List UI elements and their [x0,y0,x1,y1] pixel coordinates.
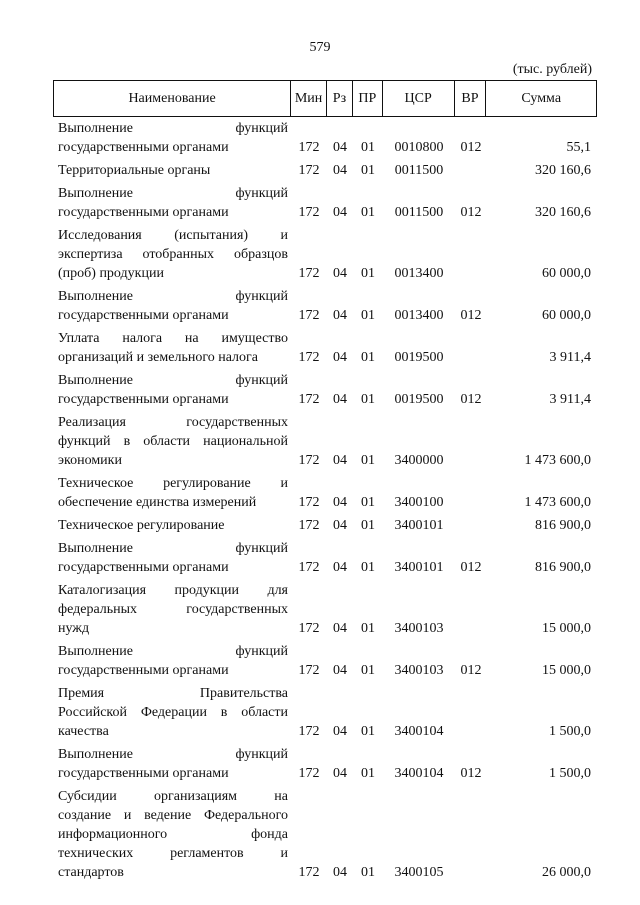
row-pr: 01 [361,350,375,365]
row-rz: 04 [333,308,347,323]
row-rz: 04 [333,266,347,281]
row-rz: 04 [333,495,347,510]
row-sum: 3 911,4 [549,392,591,407]
row-name [53,539,291,577]
row-rz: 04 [333,140,347,155]
row-pr: 01 [361,266,375,281]
row-name-line: государственными органами [58,560,229,575]
row-sum: 3 911,4 [549,350,591,365]
table-header [53,80,597,117]
row-csr: 3400101 [394,518,444,533]
row-name-line: федеральных государственных [58,602,288,617]
row-name [53,642,291,680]
row-name-line: создание и ведение Федерального [58,808,288,823]
row-name-line: Техническое регулирование [58,518,225,533]
row-name-line: Реализация государственных [58,415,288,430]
row-name [53,581,291,638]
row-sum: 1 473 600,0 [524,453,591,468]
row-csr: 0010800 [394,140,444,155]
row-vr: 012 [460,205,482,220]
row-min: 172 [298,518,320,533]
row-csr: 3400104 [394,724,444,739]
column-header-csr: ЦСР [383,81,455,116]
row-sum: 1 500,0 [549,766,591,781]
row-rz: 04 [333,865,347,880]
row-name [53,184,291,222]
row-name [53,371,291,409]
row-name-line: (проб) продукции [58,266,164,281]
row-name-line: качества [58,724,109,739]
row-sum: 15 000,0 [542,663,591,678]
row-pr: 01 [361,663,375,678]
row-name-line: организаций и земельного налога [58,350,258,365]
row-min: 172 [298,766,320,781]
row-csr: 0019500 [394,392,444,407]
table-row [53,745,597,783]
row-sum: 1 473 600,0 [524,495,591,510]
row-pr: 01 [361,308,375,323]
table-row [53,642,597,680]
column-header-name: Наименование [54,81,291,116]
row-csr: 0011500 [394,163,444,178]
row-csr: 0013400 [394,266,444,281]
row-sum: 60 000,0 [542,266,591,281]
row-vr: 012 [460,308,482,323]
row-name [53,287,291,325]
row-rz: 04 [333,453,347,468]
row-name [53,329,291,367]
row-name-line: государственными органами [58,392,229,407]
row-name-line: государственными органами [58,766,229,781]
row-rz: 04 [333,205,347,220]
row-name-line: Выполнение функций [58,289,288,304]
table-row [53,516,597,535]
row-min: 172 [298,163,320,178]
row-sum: 320 160,6 [535,205,591,220]
row-name [53,787,291,882]
table-row [53,787,597,882]
row-sum: 320 160,6 [535,163,591,178]
table-row [53,684,597,741]
row-name-line: государственными органами [58,308,229,323]
row-pr: 01 [361,724,375,739]
table-row [53,184,597,222]
row-csr: 3400105 [394,865,444,880]
row-name [53,516,291,535]
row-csr: 3400103 [394,621,444,636]
units-note: (тыс. рублей) [512,62,592,77]
row-sum: 55,1 [566,140,591,155]
column-header-min: Мин [291,81,327,116]
row-min: 172 [298,453,320,468]
row-pr: 01 [361,205,375,220]
row-csr: 3400103 [394,663,444,678]
table-row [53,539,597,577]
table-row [53,474,597,512]
row-min: 172 [298,621,320,636]
row-name-line: государственными органами [58,140,229,155]
row-rz: 04 [333,621,347,636]
table-row [53,329,597,367]
row-name-line: Российской Федерации в области [58,705,288,720]
row-name-line: Выполнение функций [58,541,288,556]
row-rz: 04 [333,163,347,178]
row-rz: 04 [333,518,347,533]
row-sum: 26 000,0 [542,865,591,880]
row-min: 172 [298,724,320,739]
row-csr: 0019500 [394,350,444,365]
row-vr: 012 [460,140,482,155]
row-rz: 04 [333,663,347,678]
row-rz: 04 [333,350,347,365]
row-min: 172 [298,560,320,575]
table-body [53,119,597,886]
row-name-line: технических регламентов и [58,846,288,861]
row-name [53,161,291,180]
row-name-line: государственными органами [58,205,229,220]
page-number: 579 [309,40,331,55]
row-vr: 012 [460,663,482,678]
table-row [53,161,597,180]
row-pr: 01 [361,392,375,407]
row-pr: 01 [361,766,375,781]
row-name-line: государственными органами [58,663,229,678]
row-pr: 01 [361,453,375,468]
row-vr: 012 [460,766,482,781]
row-name-line: Выполнение функций [58,747,288,762]
row-csr: 3400000 [394,453,444,468]
row-name-line: Премия Правительства [58,686,288,701]
row-name [53,119,291,157]
row-csr: 3400104 [394,766,444,781]
column-header-rz: Рз [327,81,353,116]
row-rz: 04 [333,560,347,575]
row-csr: 3400100 [394,495,444,510]
table-row [53,371,597,409]
row-min: 172 [298,663,320,678]
row-pr: 01 [361,163,375,178]
row-min: 172 [298,495,320,510]
row-name-line: нужд [58,621,90,636]
row-csr: 0013400 [394,308,444,323]
column-header-sum: Сумма [521,90,562,106]
table-row [53,413,597,470]
row-name-line: Выполнение функций [58,186,288,201]
row-name-line: Каталогизация продукции для [58,583,288,598]
row-name-line: Субсидии организациям на [58,789,288,804]
column-header-vr: ВР [455,81,487,116]
row-pr: 01 [361,865,375,880]
row-name-line: Техническое регулирование и [58,476,288,491]
row-name-line: стандартов [58,865,124,880]
row-name-line: обеспечение единства измерений [58,495,257,510]
row-min: 172 [298,308,320,323]
table-row [53,287,597,325]
row-csr: 3400101 [394,560,444,575]
row-pr: 01 [361,140,375,155]
row-min: 172 [298,392,320,407]
row-rz: 04 [333,766,347,781]
row-name-line: Выполнение функций [58,644,288,659]
row-csr: 0011500 [394,205,444,220]
column-header-pr: ПР [353,81,383,116]
row-name-line: информационного фонда [58,827,288,842]
row-sum: 60 000,0 [542,308,591,323]
row-pr: 01 [361,495,375,510]
row-sum: 15 000,0 [542,621,591,636]
row-name [53,474,291,512]
row-pr: 01 [361,621,375,636]
row-sum: 816 900,0 [535,560,591,575]
row-vr: 012 [460,392,482,407]
row-rz: 04 [333,392,347,407]
row-min: 172 [298,865,320,880]
table-row [53,119,597,157]
row-name-line: функций в области национальной [58,434,288,449]
table-row [53,226,597,283]
row-min: 172 [298,140,320,155]
row-name-line: Территориальные органы [58,163,211,178]
row-min: 172 [298,350,320,365]
row-min: 172 [298,266,320,281]
row-name-line: экономики [58,453,122,468]
row-name-line: Выполнение функций [58,373,288,388]
row-name [53,226,291,283]
row-sum: 816 900,0 [535,518,591,533]
row-name [53,413,291,470]
row-sum: 1 500,0 [549,724,591,739]
row-name-line: Выполнение функций [58,121,288,136]
row-name [53,745,291,783]
row-name [53,684,291,741]
row-rz: 04 [333,724,347,739]
row-name-line: Уплата налога на имущество [58,331,288,346]
row-vr: 012 [460,560,482,575]
row-min: 172 [298,205,320,220]
row-pr: 01 [361,560,375,575]
row-pr: 01 [361,518,375,533]
row-name-line: экспертиза отобранных образцов [58,247,288,262]
row-name-line: Исследования (испытания) и [58,228,288,243]
table-row [53,581,597,638]
